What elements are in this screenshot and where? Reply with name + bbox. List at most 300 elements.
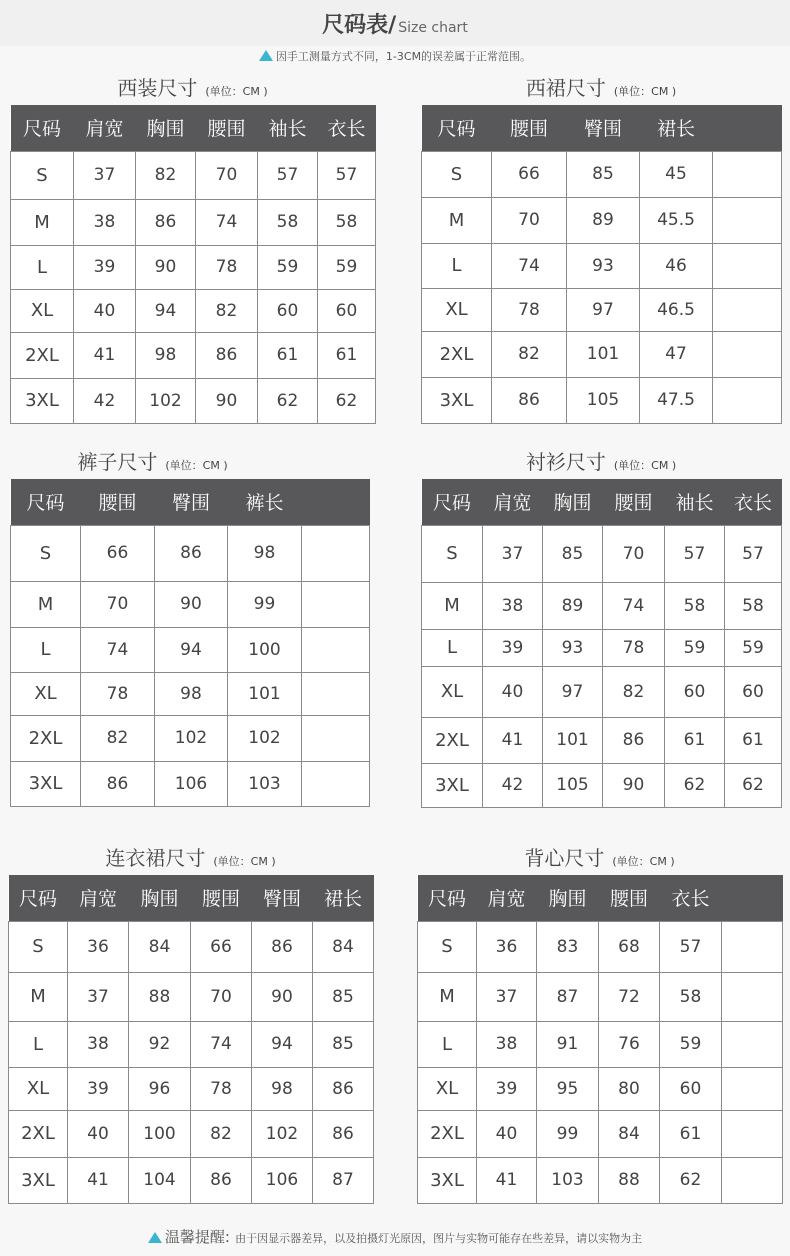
measure-cell: 37 xyxy=(74,151,136,199)
measure-cell: 47 xyxy=(640,331,713,377)
measure-cell: 74 xyxy=(603,582,665,629)
measure-cell xyxy=(302,761,370,806)
measure-cell xyxy=(713,243,782,288)
footer-reminder xyxy=(0,1226,790,1247)
measure-cell: 61 xyxy=(258,332,318,378)
size-cell: 3XL xyxy=(9,1157,68,1203)
title-en: Size chart xyxy=(398,20,468,36)
measure-cell: 100 xyxy=(129,1110,191,1157)
measure-cell: 86 xyxy=(191,1157,252,1203)
measure-cell: 60 xyxy=(665,666,725,717)
measure-cell: 57 xyxy=(258,151,318,199)
measure-cell: 62 xyxy=(660,1157,722,1203)
measure-cell: 84 xyxy=(599,1110,660,1157)
column-header xyxy=(302,479,370,525)
measure-cell xyxy=(302,525,370,581)
measure-cell xyxy=(713,197,782,243)
size-table xyxy=(417,875,783,1204)
measure-cell: 58 xyxy=(665,582,725,629)
table-title xyxy=(417,842,782,868)
column-header: 臀围 xyxy=(567,105,640,151)
table-row xyxy=(422,377,782,423)
measure-cell: 38 xyxy=(483,582,543,629)
measure-cell: 90 xyxy=(196,378,258,423)
table-title xyxy=(10,72,375,98)
size-cell: 3XL xyxy=(422,377,492,423)
size-cell: M xyxy=(422,582,483,629)
measure-cell: 82 xyxy=(81,715,155,761)
size-cell: XL xyxy=(9,1067,68,1110)
measure-cell: 57 xyxy=(660,921,722,972)
size-cell: XL xyxy=(11,672,81,715)
measure-cell: 59 xyxy=(665,629,725,666)
measure-cell: 37 xyxy=(68,972,129,1021)
measure-cell: 74 xyxy=(191,1021,252,1067)
measure-cell xyxy=(722,1067,783,1110)
measure-cell: 60 xyxy=(258,289,318,332)
column-header: 尺码 xyxy=(11,105,74,151)
measure-cell xyxy=(713,377,782,423)
size-cell: L xyxy=(11,627,81,672)
measure-cell: 78 xyxy=(603,629,665,666)
table-row xyxy=(11,199,376,245)
table-title-text: 西裙尺寸 xyxy=(525,76,606,100)
table-row xyxy=(9,1110,374,1157)
notice-text: 因手工测量方式不同，1-3CM的误差属于正常范围。 xyxy=(275,50,532,63)
size-cell: S xyxy=(422,525,483,582)
measure-cell: 59 xyxy=(725,629,782,666)
measure-cell: 41 xyxy=(68,1157,129,1203)
column-header: 尺码 xyxy=(9,875,68,921)
size-cell: S xyxy=(418,921,477,972)
column-header: 腰围 xyxy=(492,105,567,151)
measure-cell: 85 xyxy=(313,972,374,1021)
size-cell: M xyxy=(422,197,492,243)
size-cell: L xyxy=(9,1021,68,1067)
table-row xyxy=(11,378,376,423)
measure-cell: 102 xyxy=(136,378,196,423)
measure-cell: 101 xyxy=(543,717,603,763)
measure-cell: 74 xyxy=(81,627,155,672)
column-header: 腰围 xyxy=(599,875,660,921)
column-header: 臀围 xyxy=(252,875,313,921)
measure-cell: 101 xyxy=(228,672,302,715)
measure-cell: 104 xyxy=(129,1157,191,1203)
measure-cell: 66 xyxy=(492,151,567,197)
measure-cell: 92 xyxy=(129,1021,191,1067)
measure-cell: 89 xyxy=(567,197,640,243)
measure-cell: 72 xyxy=(599,972,660,1021)
measure-cell: 38 xyxy=(477,1021,537,1067)
measure-cell: 60 xyxy=(660,1067,722,1110)
unit-label: (单位：CM ) xyxy=(612,855,675,868)
measure-cell xyxy=(722,1157,783,1203)
triangle-icon xyxy=(259,50,273,61)
table-row xyxy=(9,1157,374,1203)
measure-cell: 61 xyxy=(660,1110,722,1157)
column-header: 腰围 xyxy=(191,875,252,921)
measure-cell xyxy=(302,672,370,715)
table-row xyxy=(422,243,782,288)
measure-cell: 86 xyxy=(492,377,567,423)
column-header: 袖长 xyxy=(665,479,725,525)
table-title-text: 连衣裙尺寸 xyxy=(105,846,206,870)
measure-cell: 70 xyxy=(81,581,155,627)
unit-label: (单位：CM ) xyxy=(205,85,268,98)
measure-cell: 85 xyxy=(543,525,603,582)
size-cell: 2XL xyxy=(9,1110,68,1157)
measure-cell: 37 xyxy=(483,525,543,582)
measure-cell: 86 xyxy=(603,717,665,763)
table-header-row xyxy=(422,479,782,525)
measure-cell: 102 xyxy=(228,715,302,761)
column-header: 胸围 xyxy=(136,105,196,151)
measure-cell: 83 xyxy=(537,921,599,972)
table-row xyxy=(418,921,783,972)
measure-cell: 61 xyxy=(665,717,725,763)
table-row xyxy=(11,245,376,289)
measure-cell: 58 xyxy=(660,972,722,1021)
reminder-label: 温馨提醒: xyxy=(164,1228,230,1246)
measure-cell: 70 xyxy=(492,197,567,243)
measure-cell: 66 xyxy=(81,525,155,581)
column-header: 胸围 xyxy=(129,875,191,921)
table-row xyxy=(11,761,370,806)
size-cell: S xyxy=(9,921,68,972)
measure-cell: 42 xyxy=(74,378,136,423)
size-cell: M xyxy=(11,199,74,245)
measure-cell: 101 xyxy=(567,331,640,377)
table-title xyxy=(421,446,781,472)
measure-cell: 40 xyxy=(68,1110,129,1157)
measure-cell: 61 xyxy=(318,332,376,378)
measure-cell: 86 xyxy=(155,525,228,581)
measure-cell: 97 xyxy=(543,666,603,717)
size-cell: M xyxy=(11,581,81,627)
measure-cell: 103 xyxy=(537,1157,599,1203)
measure-cell: 74 xyxy=(492,243,567,288)
size-cell: L xyxy=(11,245,74,289)
measure-cell: 102 xyxy=(155,715,228,761)
measure-cell xyxy=(713,151,782,197)
table-row xyxy=(11,672,370,715)
measure-cell: 89 xyxy=(543,582,603,629)
measure-cell: 45.5 xyxy=(640,197,713,243)
measure-cell xyxy=(722,921,783,972)
table-row xyxy=(418,1110,783,1157)
table-row xyxy=(11,627,370,672)
measure-cell: 38 xyxy=(74,199,136,245)
column-header: 衣长 xyxy=(318,105,376,151)
measure-cell: 39 xyxy=(74,245,136,289)
size-cell: M xyxy=(418,972,477,1021)
measure-cell: 41 xyxy=(483,717,543,763)
measure-cell: 70 xyxy=(196,151,258,199)
measure-cell: 40 xyxy=(477,1110,537,1157)
column-header: 尺码 xyxy=(418,875,477,921)
size-cell: XL xyxy=(422,666,483,717)
measure-cell: 40 xyxy=(483,666,543,717)
measure-cell: 39 xyxy=(483,629,543,666)
measure-cell: 42 xyxy=(483,763,543,807)
measure-cell: 58 xyxy=(318,199,376,245)
measure-cell: 37 xyxy=(477,972,537,1021)
table-row xyxy=(418,972,783,1021)
size-cell: 2XL xyxy=(418,1110,477,1157)
table-title-text: 衬衫尺寸 xyxy=(525,450,606,474)
column-header: 裙长 xyxy=(640,105,713,151)
table-row xyxy=(422,629,782,666)
measure-cell: 106 xyxy=(155,761,228,806)
measure-cell: 102 xyxy=(252,1110,313,1157)
table-row xyxy=(422,717,782,763)
measure-cell: 88 xyxy=(599,1157,660,1203)
measure-cell xyxy=(302,581,370,627)
measure-cell: 98 xyxy=(252,1067,313,1110)
size-cell: 3XL xyxy=(422,763,483,807)
measure-cell: 70 xyxy=(603,525,665,582)
measure-cell xyxy=(722,972,783,1021)
size-table xyxy=(10,479,370,807)
measure-cell: 98 xyxy=(228,525,302,581)
column-header: 裤长 xyxy=(228,479,302,525)
measure-cell: 61 xyxy=(725,717,782,763)
column-header xyxy=(722,875,783,921)
measure-cell: 82 xyxy=(603,666,665,717)
size-cell: XL xyxy=(418,1067,477,1110)
table-row xyxy=(422,197,782,243)
measure-cell: 58 xyxy=(258,199,318,245)
table-header-row xyxy=(418,875,783,921)
table-row xyxy=(422,151,782,197)
size-cell: XL xyxy=(422,288,492,331)
size-cell: 3XL xyxy=(11,378,74,423)
table-header-row xyxy=(422,105,782,151)
table-row xyxy=(9,921,374,972)
table-row xyxy=(11,525,370,581)
measure-cell: 82 xyxy=(492,331,567,377)
size-cell: 2XL xyxy=(11,332,74,378)
size-table xyxy=(10,105,376,424)
measure-cell: 90 xyxy=(252,972,313,1021)
table-row xyxy=(11,151,376,199)
table-row xyxy=(422,582,782,629)
column-header: 臀围 xyxy=(155,479,228,525)
measure-cell: 95 xyxy=(537,1067,599,1110)
size-table xyxy=(421,479,782,808)
table-row xyxy=(9,1021,374,1067)
table-row xyxy=(418,1067,783,1110)
measure-cell: 68 xyxy=(599,921,660,972)
size-cell: 3XL xyxy=(418,1157,477,1203)
measure-cell: 86 xyxy=(196,332,258,378)
size-cell: S xyxy=(11,151,74,199)
table-title-text: 裤子尺寸 xyxy=(77,450,158,474)
measure-cell: 36 xyxy=(477,921,537,972)
size-cell: L xyxy=(422,243,492,288)
measure-cell: 82 xyxy=(196,289,258,332)
measure-cell: 40 xyxy=(74,289,136,332)
measure-cell: 78 xyxy=(81,672,155,715)
table-header-row xyxy=(9,875,374,921)
table-title-text: 西装尺寸 xyxy=(117,76,198,100)
measure-cell: 93 xyxy=(543,629,603,666)
title-cn: 尺码表/ xyxy=(322,13,397,38)
measure-cell: 57 xyxy=(665,525,725,582)
measure-cell: 90 xyxy=(603,763,665,807)
measure-cell: 57 xyxy=(725,525,782,582)
column-header: 尺码 xyxy=(422,105,492,151)
table-row xyxy=(11,332,376,378)
measure-cell: 82 xyxy=(136,151,196,199)
column-header: 裙长 xyxy=(313,875,374,921)
measure-cell: 98 xyxy=(155,672,228,715)
measure-cell: 97 xyxy=(567,288,640,331)
measure-cell xyxy=(722,1021,783,1067)
column-header: 袖长 xyxy=(258,105,318,151)
size-cell: 2XL xyxy=(422,331,492,377)
table-header-row xyxy=(11,105,376,151)
column-header: 尺码 xyxy=(422,479,483,525)
table-row xyxy=(418,1021,783,1067)
measure-cell: 70 xyxy=(191,972,252,1021)
measure-cell: 91 xyxy=(537,1021,599,1067)
table-row xyxy=(418,1157,783,1203)
column-header: 衣长 xyxy=(725,479,782,525)
page-header xyxy=(0,0,790,46)
size-cell: 3XL xyxy=(11,761,81,806)
measure-cell: 86 xyxy=(136,199,196,245)
size-cell: L xyxy=(422,629,483,666)
measure-cell xyxy=(302,715,370,761)
measure-cell: 66 xyxy=(191,921,252,972)
measure-cell xyxy=(722,1110,783,1157)
size-cell: L xyxy=(418,1021,477,1067)
table-row xyxy=(422,763,782,807)
measure-cell: 57 xyxy=(318,151,376,199)
size-cell: S xyxy=(11,525,81,581)
measure-cell: 47.5 xyxy=(640,377,713,423)
measure-cell: 46 xyxy=(640,243,713,288)
measure-cell: 85 xyxy=(313,1021,374,1067)
measure-cell: 58 xyxy=(725,582,782,629)
table-row xyxy=(422,525,782,582)
column-header: 胸围 xyxy=(543,479,603,525)
measure-cell: 86 xyxy=(313,1067,374,1110)
measure-cell: 46.5 xyxy=(640,288,713,331)
measure-cell: 60 xyxy=(318,289,376,332)
size-table xyxy=(421,105,782,424)
column-header: 腰围 xyxy=(603,479,665,525)
measure-cell: 41 xyxy=(477,1157,537,1203)
measure-cell: 103 xyxy=(228,761,302,806)
table-header-row xyxy=(11,479,370,525)
size-cell: XL xyxy=(11,289,74,332)
table-row xyxy=(11,715,370,761)
table-row xyxy=(11,289,376,332)
measure-cell: 84 xyxy=(129,921,191,972)
measure-cell: 86 xyxy=(81,761,155,806)
measure-cell: 82 xyxy=(191,1110,252,1157)
measure-cell: 94 xyxy=(136,289,196,332)
measure-cell: 86 xyxy=(313,1110,374,1157)
measure-cell: 78 xyxy=(196,245,258,289)
column-header: 胸围 xyxy=(537,875,599,921)
table-title xyxy=(8,842,373,868)
measure-cell: 94 xyxy=(252,1021,313,1067)
measure-cell: 59 xyxy=(258,245,318,289)
measure-cell: 39 xyxy=(477,1067,537,1110)
measurement-notice xyxy=(0,48,790,64)
measure-cell: 59 xyxy=(318,245,376,289)
table-title xyxy=(10,446,295,472)
measure-cell: 106 xyxy=(252,1157,313,1203)
measure-cell: 62 xyxy=(665,763,725,807)
measure-cell: 94 xyxy=(155,627,228,672)
measure-cell: 80 xyxy=(599,1067,660,1110)
measure-cell: 36 xyxy=(68,921,129,972)
measure-cell: 105 xyxy=(567,377,640,423)
unit-label: (单位：CM ) xyxy=(613,85,677,98)
column-header: 腰围 xyxy=(81,479,155,525)
measure-cell: 39 xyxy=(68,1067,129,1110)
table-title xyxy=(421,72,781,98)
measure-cell: 74 xyxy=(196,199,258,245)
column-header: 衣长 xyxy=(660,875,722,921)
measure-cell: 87 xyxy=(537,972,599,1021)
column-header: 肩宽 xyxy=(68,875,129,921)
measure-cell: 98 xyxy=(136,332,196,378)
measure-cell xyxy=(713,331,782,377)
table-row xyxy=(9,972,374,1021)
column-header: 肩宽 xyxy=(483,479,543,525)
measure-cell: 41 xyxy=(74,332,136,378)
measure-cell: 90 xyxy=(136,245,196,289)
measure-cell xyxy=(713,288,782,331)
measure-cell: 87 xyxy=(313,1157,374,1203)
table-row xyxy=(422,666,782,717)
table-row xyxy=(11,581,370,627)
measure-cell: 96 xyxy=(129,1067,191,1110)
column-header: 腰围 xyxy=(196,105,258,151)
table-row xyxy=(422,288,782,331)
measure-cell xyxy=(302,627,370,672)
table-row xyxy=(9,1067,374,1110)
triangle-icon xyxy=(148,1232,162,1243)
unit-label: (单位：CM ) xyxy=(165,459,228,472)
unit-label: (单位：CM ) xyxy=(613,459,677,472)
measure-cell: 62 xyxy=(258,378,318,423)
table-title-text: 背心尺寸 xyxy=(524,846,605,870)
size-table xyxy=(8,875,374,1204)
size-cell: M xyxy=(9,972,68,1021)
measure-cell: 93 xyxy=(567,243,640,288)
column-header: 肩宽 xyxy=(477,875,537,921)
column-header: 尺码 xyxy=(11,479,81,525)
measure-cell: 88 xyxy=(129,972,191,1021)
measure-cell: 85 xyxy=(567,151,640,197)
measure-cell: 45 xyxy=(640,151,713,197)
measure-cell: 59 xyxy=(660,1021,722,1067)
measure-cell: 90 xyxy=(155,581,228,627)
column-header xyxy=(713,105,782,151)
measure-cell: 78 xyxy=(492,288,567,331)
measure-cell: 78 xyxy=(191,1067,252,1110)
reminder-text: 由于因显示器差异，以及拍摄灯光原因，图片与实物可能存在些差异，请以实物为主 xyxy=(235,1232,643,1245)
size-cell: 2XL xyxy=(422,717,483,763)
measure-cell: 86 xyxy=(252,921,313,972)
measure-cell: 62 xyxy=(318,378,376,423)
